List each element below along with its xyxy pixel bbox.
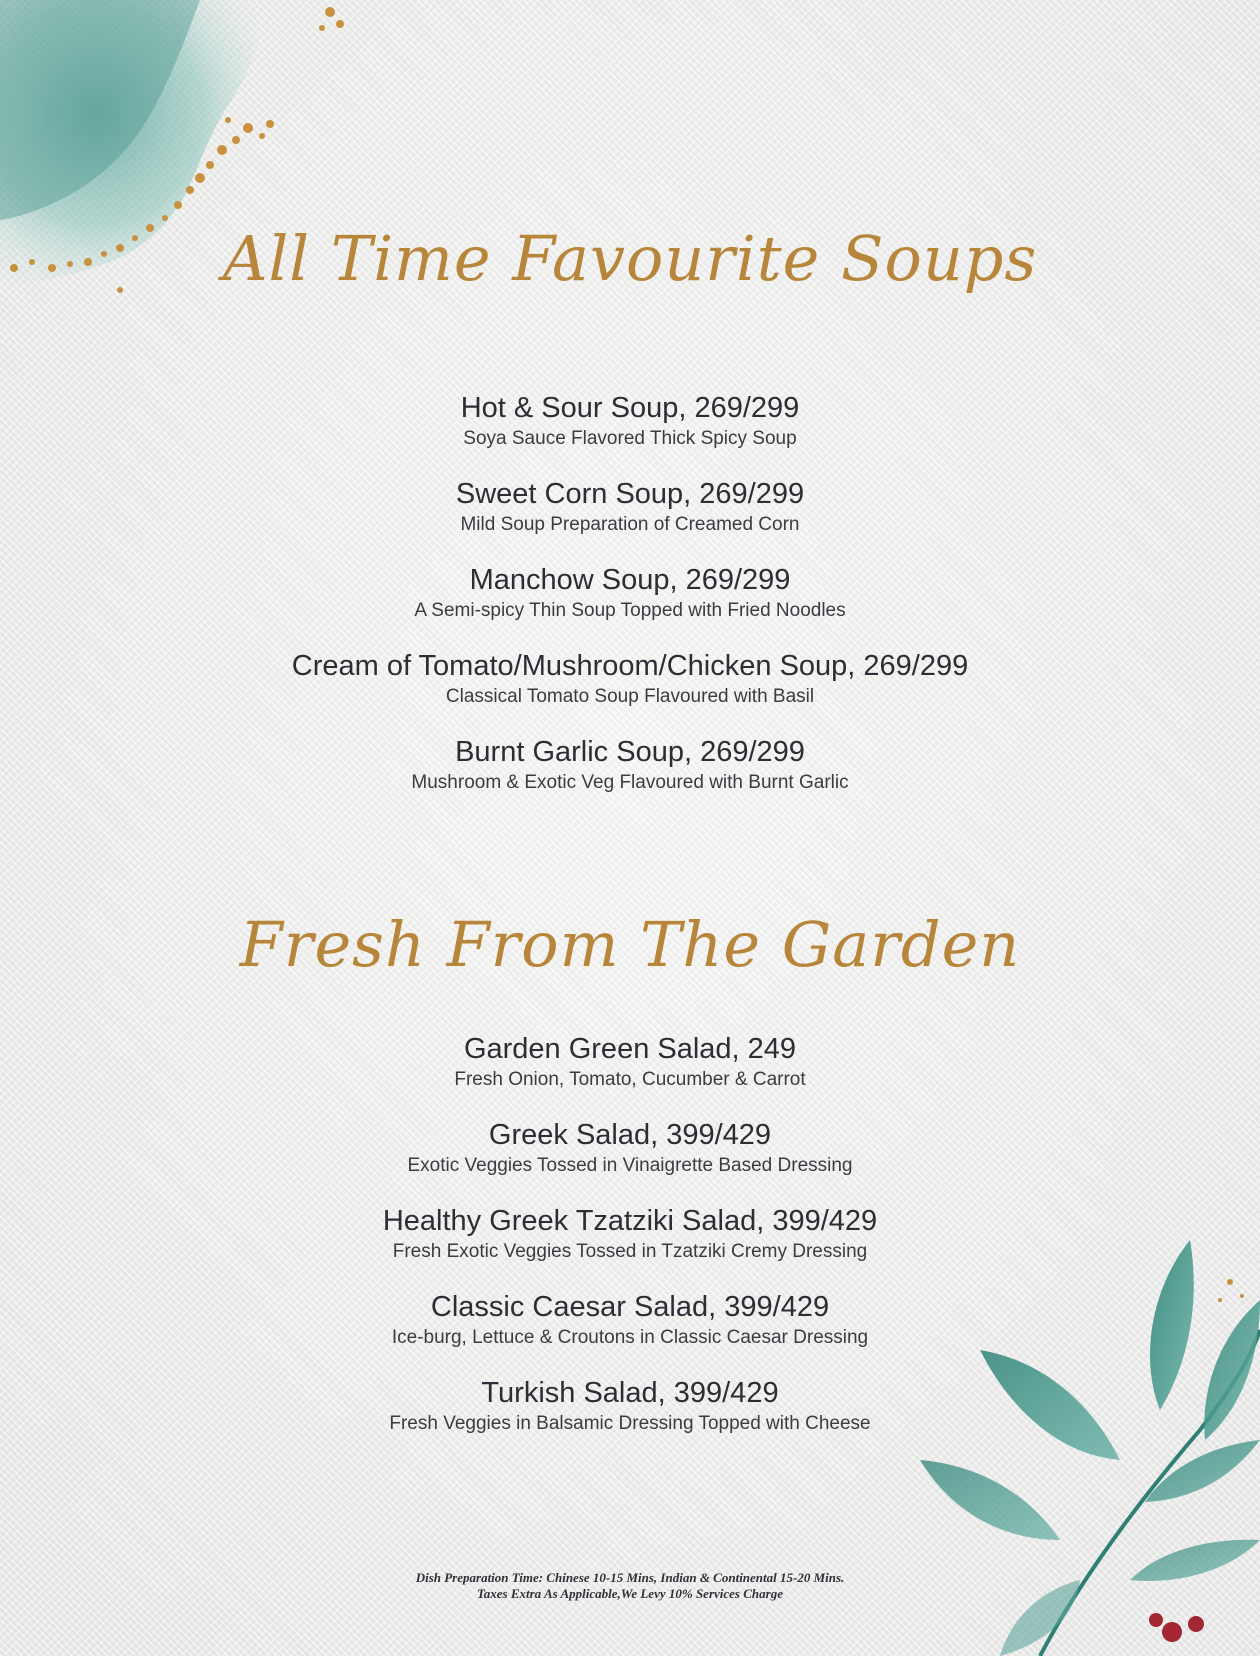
item-description: Fresh Exotic Veggies Tossed in Tzatziki Cremy Dressing bbox=[392, 1241, 868, 1262]
item-name: Classic Caesar Salad, 399/429 bbox=[430, 1291, 830, 1323]
section-title-garden: Fresh From The Garden bbox=[239, 908, 1021, 981]
item-description: Ice-burg, Lettuce & Croutons in Classic Caesar Dressing bbox=[391, 1327, 869, 1348]
item-name: Hot & Sour Soup, 269/299 bbox=[460, 392, 800, 424]
section-title-soups: All Time Favourite Soups bbox=[222, 222, 1038, 295]
item-name: Garden Green Salad, 249 bbox=[463, 1033, 797, 1065]
item-description: A Semi-spicy Thin Soup Topped with Fried Noodles bbox=[414, 600, 846, 621]
item-name: Burnt Garlic Soup, 269/299 bbox=[455, 736, 805, 768]
item-description: Mushroom & Exotic Veg Flavoured with Burnt Garlic bbox=[411, 772, 849, 793]
menu-item bbox=[0, 390, 1260, 476]
item-description: Exotic Veggies Tossed in Vinaigrette Based Dressing bbox=[407, 1155, 853, 1176]
item-name: Greek Salad, 399/429 bbox=[488, 1119, 772, 1151]
menu-item bbox=[0, 1203, 1260, 1289]
item-description: Fresh Onion, Tomato, Cucumber & Carrot bbox=[454, 1069, 806, 1090]
menu-item bbox=[0, 1375, 1260, 1461]
item-description: Classical Tomato Soup Flavoured with Basil bbox=[445, 686, 815, 707]
red-berries-icon bbox=[1149, 1613, 1204, 1642]
footer-line-prep-time: Dish Preparation Time: Chinese 10-15 Mins, Indian & Continental 15-20 Mins. bbox=[415, 1570, 845, 1585]
soups-list bbox=[0, 390, 1260, 820]
item-name: Manchow Soup, 269/299 bbox=[469, 564, 791, 596]
menu-item bbox=[0, 1031, 1260, 1117]
menu-item bbox=[0, 734, 1260, 820]
item-name: Healthy Greek Tzatziki Salad, 399/429 bbox=[382, 1205, 878, 1237]
item-name: Cream of Tomato/Mushroom/Chicken Soup, 269/299 bbox=[291, 650, 969, 682]
salads-list bbox=[0, 1031, 1260, 1461]
menu-item bbox=[0, 648, 1260, 734]
footer-line-taxes: Taxes Extra As Applicable,We Levy 10% Services Charge bbox=[477, 1586, 783, 1601]
item-description: Fresh Veggies in Balsamic Dressing Topped with Cheese bbox=[389, 1413, 871, 1434]
item-name: Turkish Salad, 399/429 bbox=[481, 1377, 779, 1409]
menu-item bbox=[0, 1289, 1260, 1375]
menu-item bbox=[0, 476, 1260, 562]
item-name: Sweet Corn Soup, 269/299 bbox=[455, 478, 805, 510]
item-description: Soya Sauce Flavored Thick Spicy Soup bbox=[463, 428, 797, 449]
footer-note bbox=[0, 1570, 1260, 1602]
item-description: Mild Soup Preparation of Creamed Corn bbox=[460, 514, 800, 535]
menu-item bbox=[0, 562, 1260, 648]
menu-item bbox=[0, 1117, 1260, 1203]
